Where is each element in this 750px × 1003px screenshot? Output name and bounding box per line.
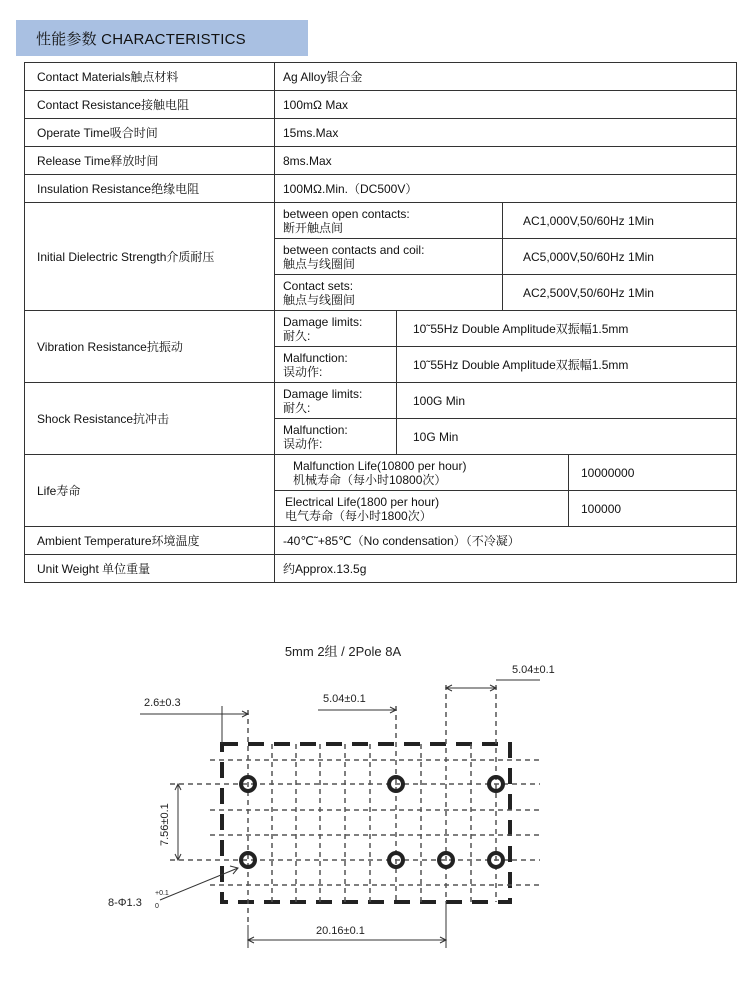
row-label: Contact Resistance接触电阻 [25,91,275,119]
table-row [25,555,737,583]
table-row [25,527,737,555]
table-row [25,91,737,119]
section-title-bar [16,20,308,56]
row-label: Shock Resistance抗冲击 [25,383,275,455]
pin-holes [241,777,503,867]
condition-cell [275,239,503,275]
condition-cell [275,311,397,347]
condition-cell [275,491,569,527]
row-label: Operate Time吸合时间 [25,119,275,147]
dim-edge-offset: 2.6±0.3 [144,697,181,709]
condition-en: Contact sets: [283,278,354,293]
condition-cn: 耐久: [283,400,311,415]
condition-cell [275,275,503,311]
table-row [25,383,737,419]
condition-cn: 误动作: [283,436,323,451]
condition-cn: 电气寿命（每小时1800次） [285,508,432,523]
condition-en: Damage limits: [283,314,363,329]
table-row [25,175,737,203]
row-value: -40℃˜+85℃（No condensation）（不冷凝） [275,527,737,555]
dim-total-span: 20.16±0.1 [316,925,365,937]
condition-cell [275,203,503,239]
dim-row-spacing: 7.56±0.1 [159,803,171,846]
row-label: Initial Dielectric Strength介质耐压 [25,203,275,311]
row-label: Release Time释放时间 [25,147,275,175]
condition-en: Malfunction Life(10800 per hour) [293,458,467,473]
condition-en: Malfunction: [283,422,348,437]
row-value: AC1,000V,50/60Hz 1Min [503,203,737,239]
row-value: 8ms.Max [275,147,737,175]
row-value: 10G Min [397,419,737,455]
condition-en: between contacts and coil: [283,242,425,257]
section-title: 性能参数 CHARACTERISTICS [36,30,246,48]
condition-cell [275,347,397,383]
condition-en: Damage limits: [283,386,363,401]
table-row [25,311,737,347]
row-value: 约Approx.13.5g [275,555,737,583]
row-value: 100MΩ.Min.（DC500V） [275,175,737,203]
condition-cell [275,455,569,491]
dim-pitch-mid: 5.04±0.1 [323,693,366,705]
hole-tolerance-upper: +0.1 [155,890,169,897]
condition-cell [275,419,397,455]
condition-en: Electrical Life(1800 per hour) [285,494,440,509]
row-label: Unit Weight 单位重量 [25,555,275,583]
row-label: Life寿命 [25,455,275,527]
condition-en: between open contacts: [283,206,410,221]
row-label: Ambient Temperature环境温度 [25,527,275,555]
hole-spec: 8-Φ1.3 [108,897,142,909]
dimension-lines [140,680,540,948]
table-row [25,119,737,147]
row-value: 10˜55Hz Double Amplitude双振幅1.5mm [397,347,737,383]
condition-cn: 断开触点间 [283,220,344,235]
row-value: 15ms.Max [275,119,737,147]
characteristics-table [24,62,737,583]
row-value: 10000000 [569,455,737,491]
table-row [25,455,737,491]
table-row [25,203,737,239]
condition-cn: 触点与线圈间 [283,292,356,307]
condition-cn: 误动作: [283,364,323,379]
drawing-title: 5mm 2组 / 2Pole 8A [284,644,402,659]
row-value: 100000 [569,491,737,527]
table-row [25,147,737,175]
condition-cn: 触点与线圈间 [283,256,356,271]
condition-en: Malfunction: [283,350,348,365]
row-value: AC2,500V,50/60Hz 1Min [503,275,737,311]
row-label: Contact Materials触点材料 [25,63,275,91]
row-value: Ag Alloy银合金 [275,63,737,91]
condition-cn: 机械寿命（每小时10800次） [293,472,447,487]
row-label: Vibration Resistance抗振动 [25,311,275,383]
pitch-grid [170,685,540,925]
condition-cn: 耐久: [283,328,311,343]
row-label: Insulation Resistance绝缘电阻 [25,175,275,203]
row-value: 100G Min [397,383,737,419]
row-value: AC5,000V,50/60Hz 1Min [503,239,737,275]
table-row [25,63,737,91]
relay-outline [222,744,510,902]
row-value: 10˜55Hz Double Amplitude双振幅1.5mm [397,311,737,347]
dim-pitch-right: 5.04±0.1 [512,664,555,676]
row-value: 100mΩ Max [275,91,737,119]
hole-tolerance-lower: 0 [155,903,159,910]
pcb-layout-drawing [0,600,750,1003]
condition-cell [275,383,397,419]
